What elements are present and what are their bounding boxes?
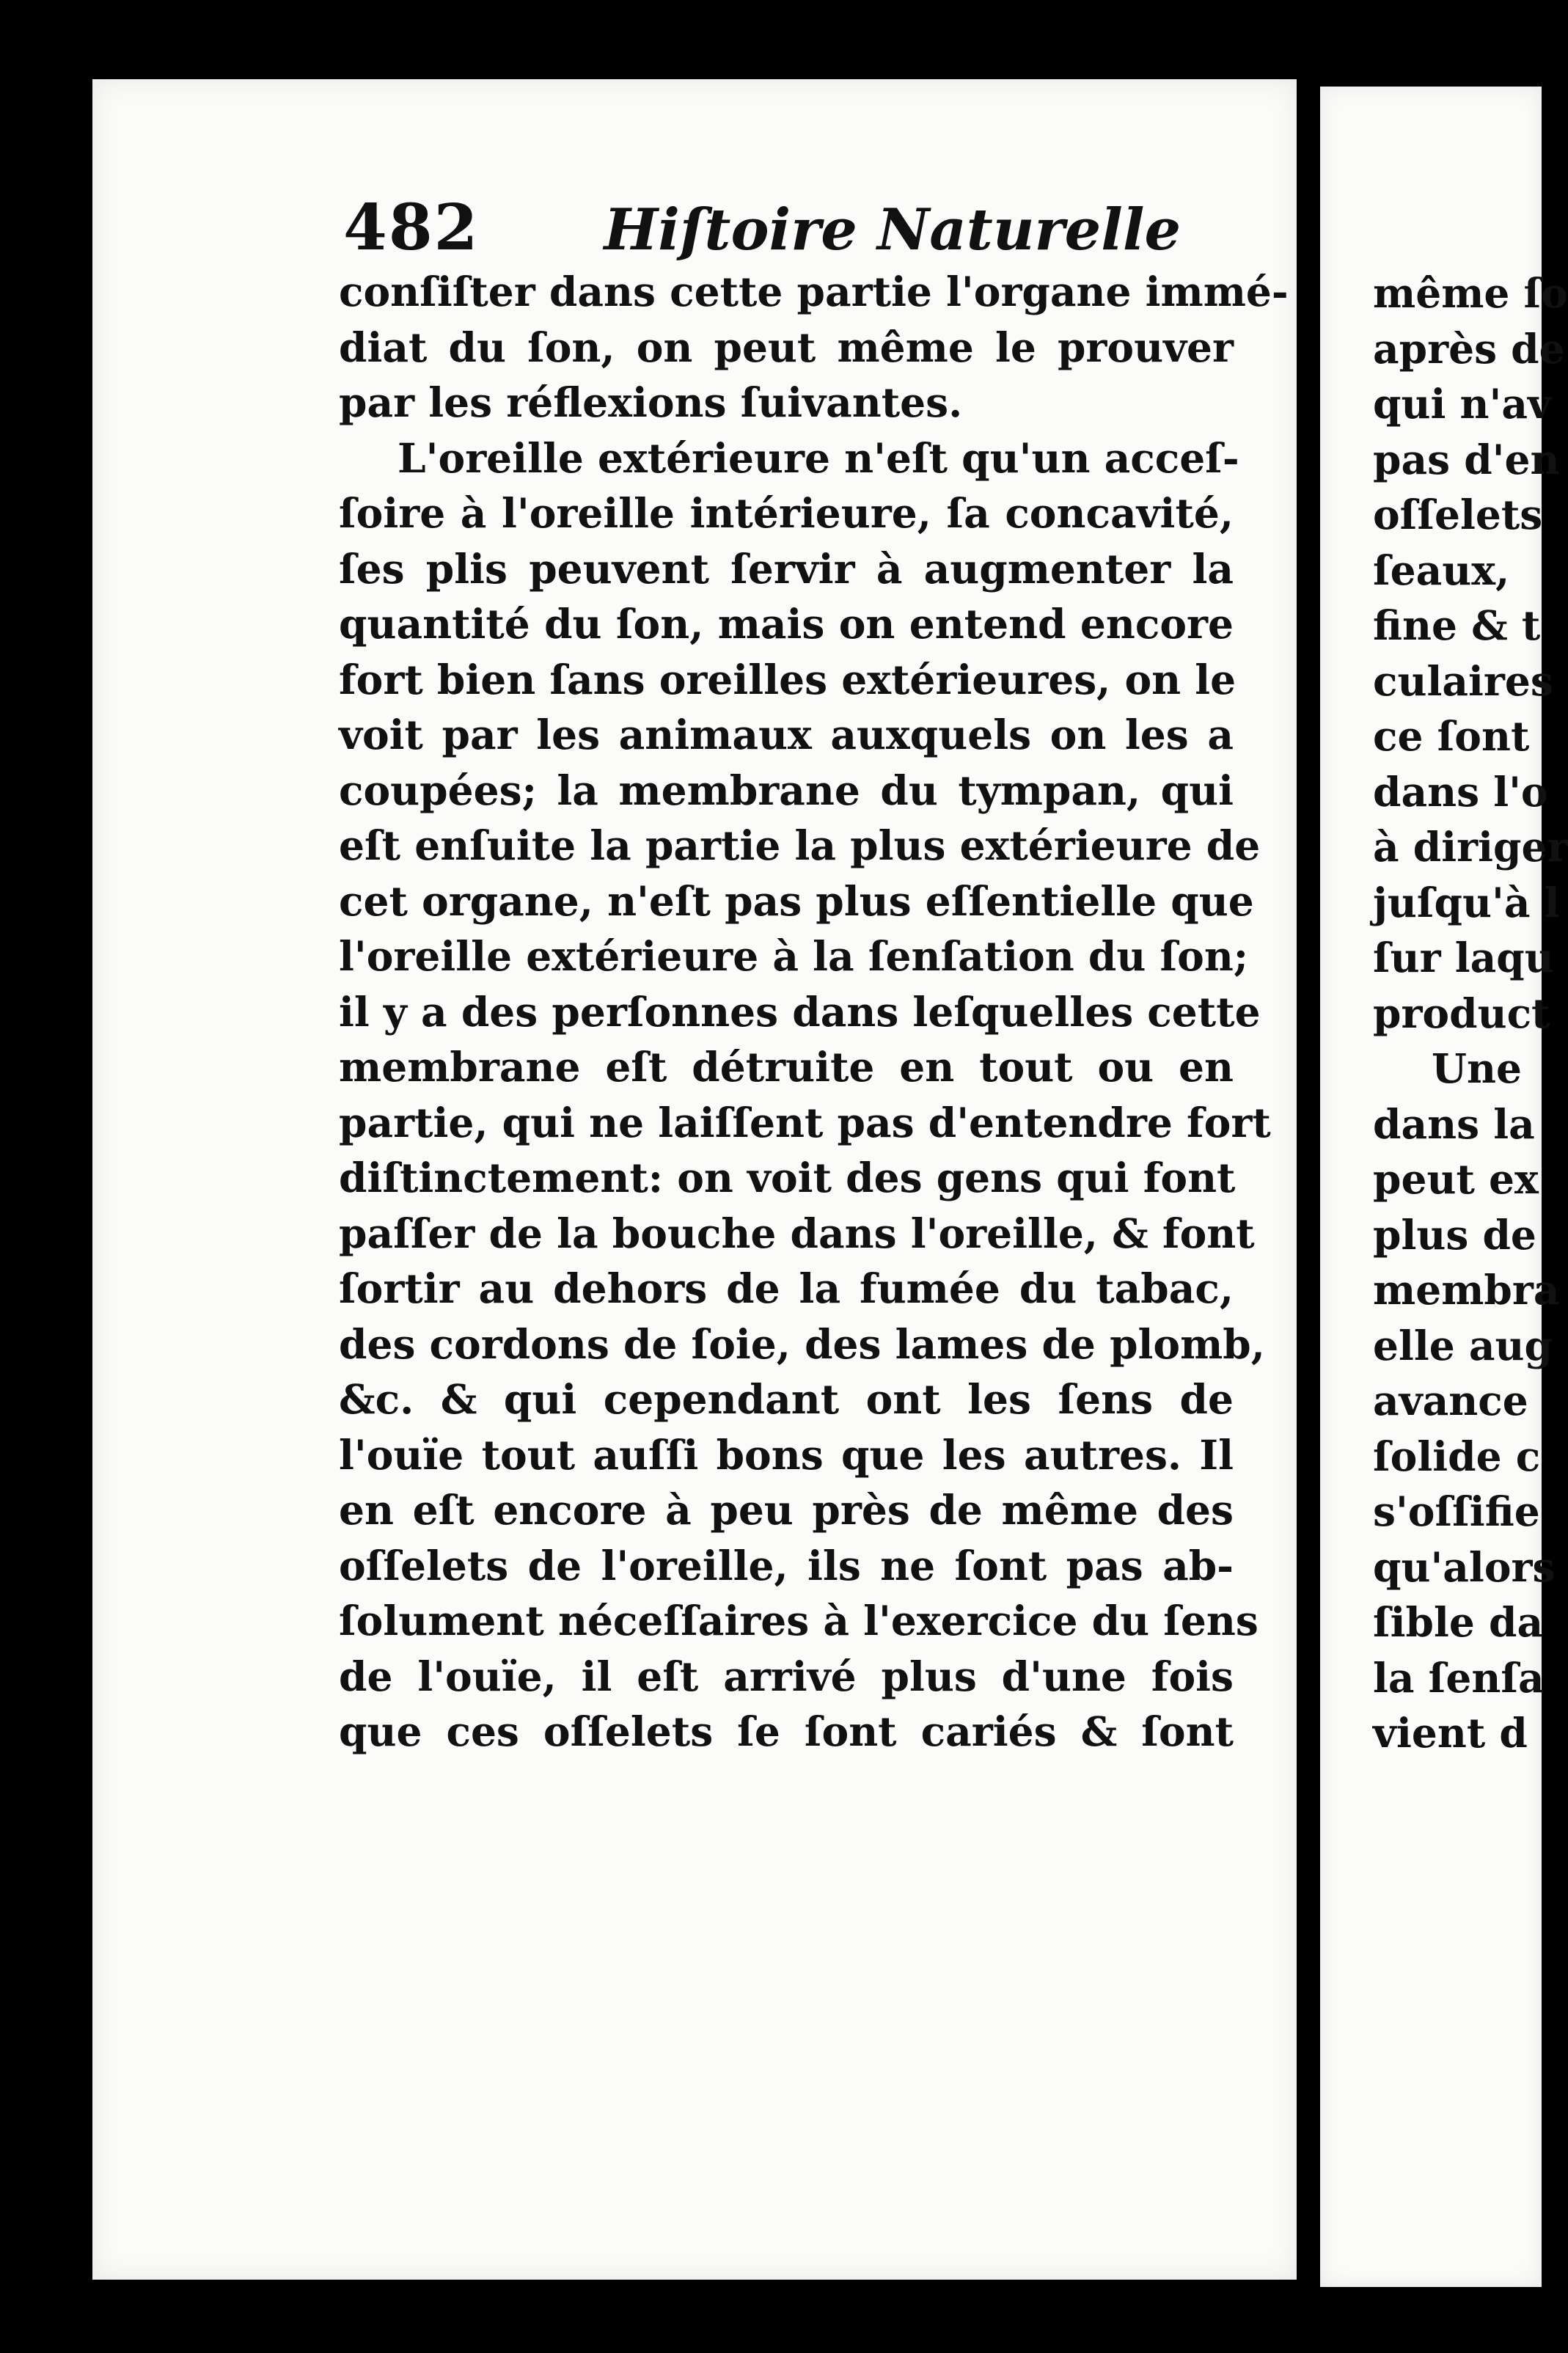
text-line: plus de [1373,1210,1536,1259]
text-line: ſolide c [1373,1432,1541,1480]
text-line: membrane eſt détruite en tout ou en [339,1043,1234,1091]
text-line: pas d'en [1373,435,1560,483]
text-line: fort bien ſans oreilles extérieures, on le [339,655,1237,703]
text-line: ſolument néceſſaires à l'exercice du ſens [339,1597,1259,1644]
text-line: après de [1373,324,1565,373]
text-line: Une [1432,1044,1522,1092]
text-line: même ſo [1373,269,1568,317]
text-line: ſur laqu [1373,934,1554,981]
text-line: qui n'av [1373,380,1551,428]
text-line: par les réflexions ſuivantes. [339,378,963,426]
text-line: elle aug [1373,1321,1553,1369]
page-number: 482 [343,191,480,265]
text-line: dans l'o [1373,767,1548,816]
text-line: oſſelets [1373,491,1543,538]
text-line: coupées; la membrane du tympan, qui [339,766,1234,814]
text-line: culaires [1373,656,1553,705]
running-title: Hiſtoire Naturelle [604,197,1182,263]
text-line: vient d [1373,1709,1528,1757]
text-line: la ſenſa [1373,1653,1545,1702]
text-line: s'oſſifie [1373,1487,1540,1535]
text-line: en eſt encore à peu près de même des [339,1486,1234,1534]
right-page-text [1373,266,1568,1761]
text-line: ſible da [1373,1598,1544,1646]
text-line: des cordons de ſoie, des lames de plomb, [339,1320,1265,1368]
text-line: de l'ouïe, il eſt arrivé plus d'une fois [339,1652,1234,1700]
left-page-text [339,264,1289,1760]
text-line: ſes plis peuvent ſervir à augmenter la [339,544,1234,593]
text-line: ſortir au dehors de la fumée du tabac, [339,1265,1234,1312]
text-line: il y a des perſonnes dans leſquelles cette [339,987,1261,1036]
text-line: partie, qui ne laiſſent pas d'entendre fort [339,1098,1271,1146]
text-line: cet organe, n'eſt pas plus eſſentielle que [339,877,1254,925]
text-line: avance [1373,1377,1528,1424]
text-line: ſoire à l'oreille intérieure, ſa concavité, [339,489,1234,537]
text-line: oſſelets de l'oreille, ils ne ſont pas ab- [339,1541,1234,1589]
text-line: à diriger [1373,823,1568,871]
text-line: l'ouïe tout auſſi bons que les autres. Il [339,1430,1234,1479]
text-line: L'oreille extérieure n'eſt qu'un acceſ- [398,433,1239,482]
text-line: fine & t [1373,601,1541,649]
text-line: peut ex [1373,1155,1539,1203]
text-line: diat du ſon, on peut même le prouver [339,323,1234,371]
text-line: voit par les animaux auxquels on les a [339,711,1234,758]
page-header [343,191,1253,271]
text-line: eſt enſuite la partie la plus extérieure de [339,821,1261,869]
text-line: que ces oſſelets ſe ſont cariés & ſont [339,1708,1234,1755]
text-line: ſeaux, [1373,546,1510,594]
text-line: juſqu'à l [1373,878,1560,926]
text-line: diſtinctement: on voit des gens qui font [339,1154,1236,1201]
text-line: conſiſter dans cette partie l'organe immé- [339,268,1289,315]
text-line: qu'alors [1373,1543,1556,1591]
text-line: l'oreille extérieure à la ſenſation du ſon; [339,932,1249,980]
text-line: product [1373,989,1550,1037]
text-line: &c. & qui cependant ont les ſens de [339,1375,1234,1423]
text-line: quantité du ſon, mais on entend encore [339,600,1234,648]
text-line: membra [1373,1266,1560,1314]
text-line: paſſer de la bouche dans l'oreille, & font [339,1209,1255,1257]
text-line: dans la [1373,1099,1535,1148]
text-line: ce ſont [1373,712,1530,760]
